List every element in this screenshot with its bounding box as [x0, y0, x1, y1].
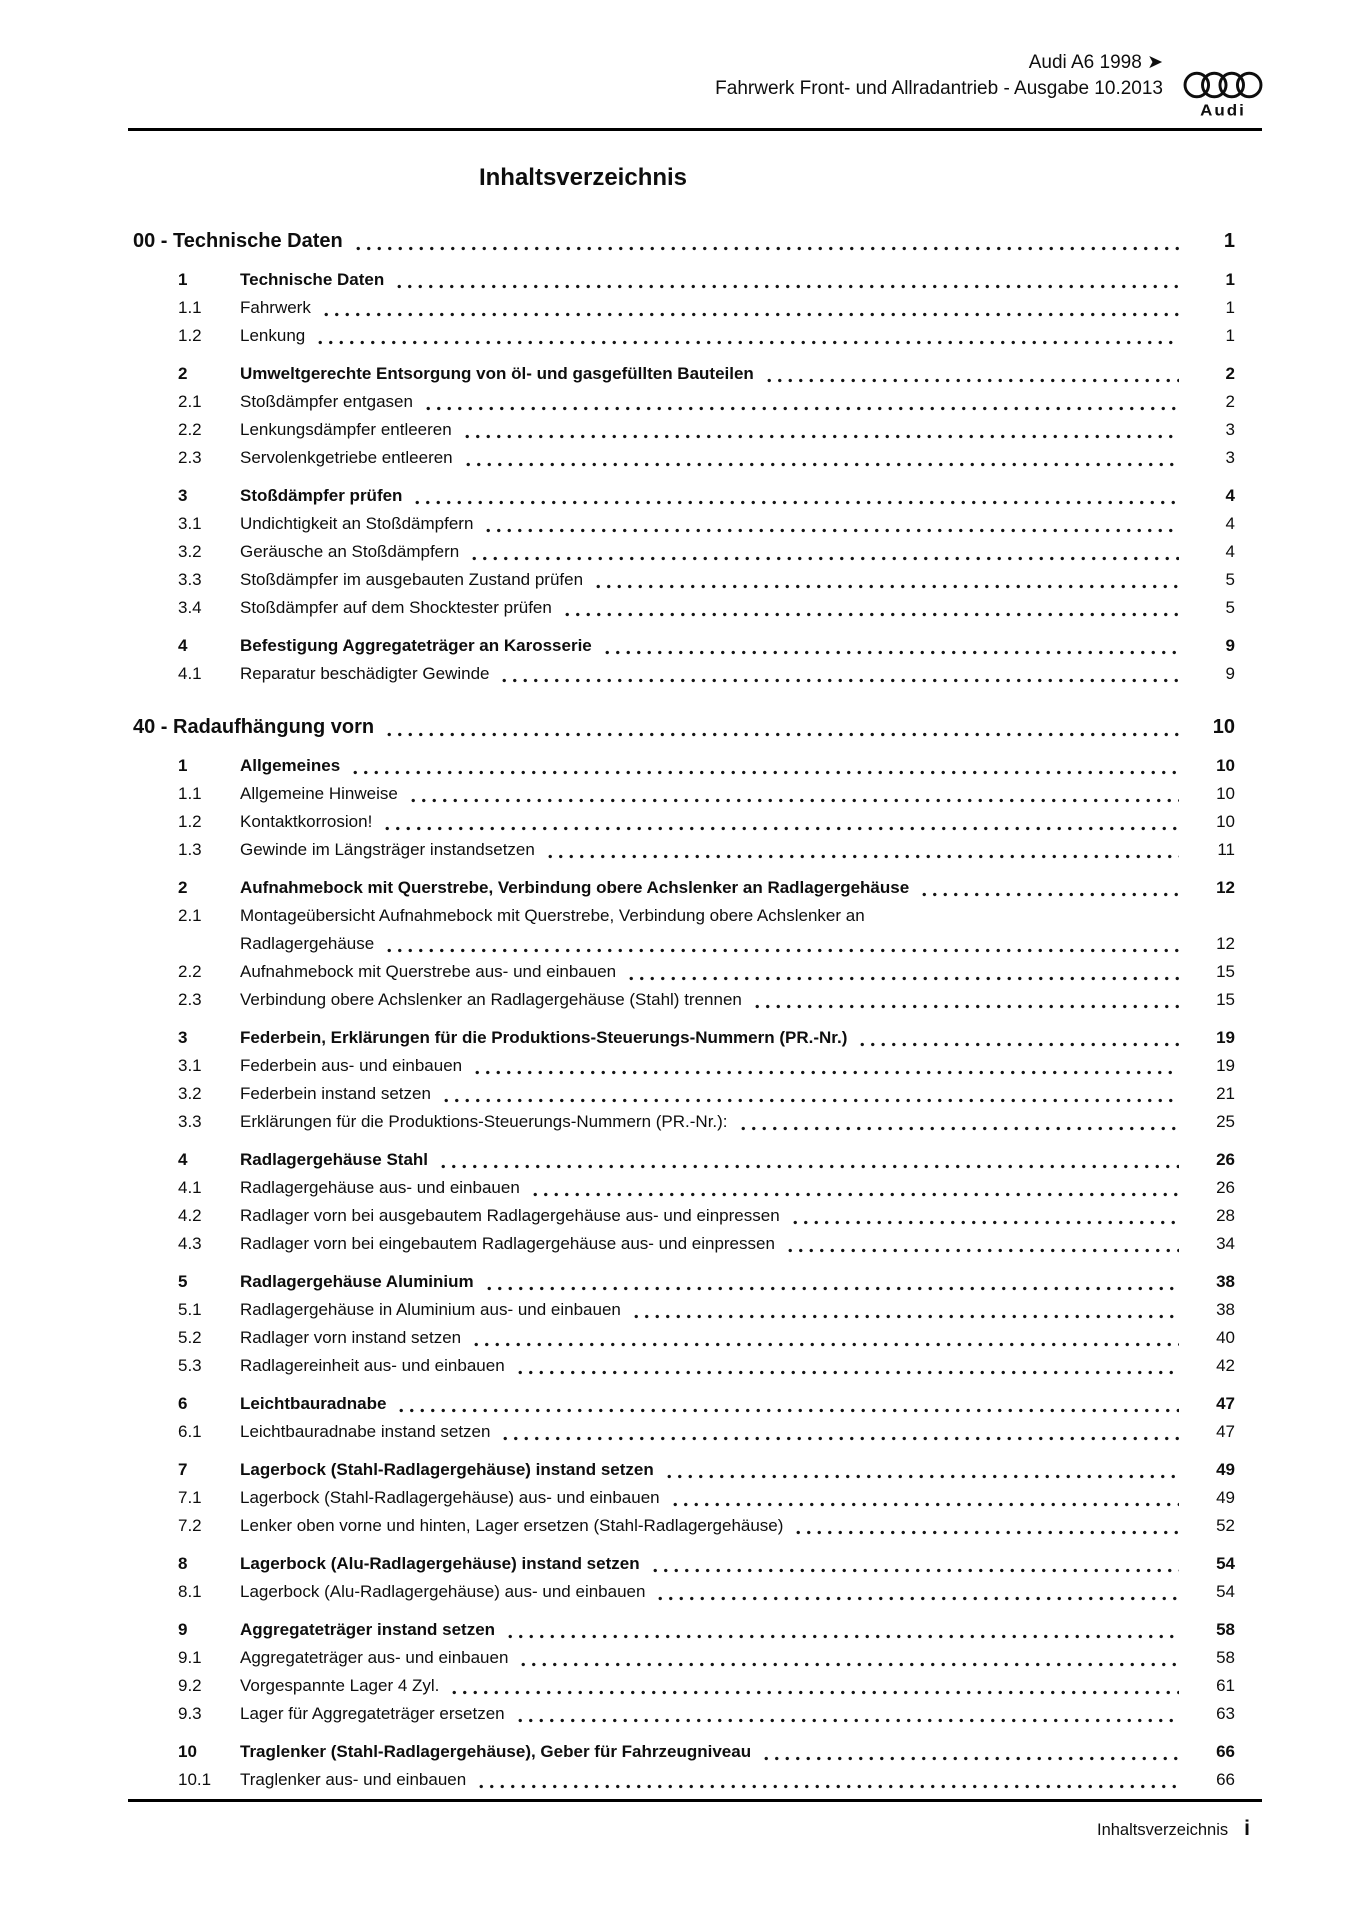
toc-entry-continuation — [133, 930, 1235, 958]
dot-leader — [382, 826, 1179, 831]
toc-chapter-heading — [133, 712, 1235, 742]
dot-leader — [655, 1596, 1179, 1601]
toc-entry — [133, 566, 1235, 594]
dot-leader — [384, 948, 1179, 953]
entry-title: Allgemeine Hinweise — [240, 784, 398, 803]
entry-page-number: 63 — [1216, 1704, 1235, 1723]
entry-title: Aufnahmebock mit Querstrebe, Verbindung obere Achslenker an Radlagergehäuse — [240, 878, 910, 897]
entry-number: 3.2 — [178, 542, 202, 561]
entry-title: Kontaktkorrosion! — [240, 812, 373, 831]
entry-number: 2.3 — [178, 448, 202, 467]
toc-entry — [133, 660, 1235, 688]
entry-page-number: 12 — [1216, 878, 1235, 897]
entry-title: Vorgespannte Lager 4 Zyl. — [240, 1676, 440, 1695]
entry-page-number: 38 — [1216, 1300, 1235, 1319]
entry-number: 5.2 — [178, 1328, 202, 1347]
entry-title: Federbein instand setzen — [240, 1084, 431, 1103]
dot-leader — [761, 1756, 1179, 1761]
toc-entry — [133, 1550, 1235, 1578]
entry-number: 5.1 — [178, 1300, 202, 1319]
entry-page-number: 54 — [1216, 1582, 1235, 1601]
toc-entry — [133, 1352, 1235, 1380]
dot-leader — [423, 406, 1179, 411]
audi-wordmark: Audi — [1200, 101, 1246, 120]
entry-number: 4.1 — [178, 1178, 202, 1197]
entry-title: Radlagergehäuse aus- und einbauen — [240, 1178, 520, 1197]
footer-rule — [128, 1799, 1262, 1802]
page-header — [0, 0, 1357, 138]
entry-title: Lagerbock (Stahl-Radlagergehäuse) aus- und einbauen — [240, 1488, 660, 1507]
dot-leader — [530, 1192, 1179, 1197]
entry-number: 8 — [178, 1554, 188, 1573]
entry-page-number: 4 — [1225, 542, 1235, 561]
entry-title: Stoßdämpfer auf dem Shocktester prüfen — [240, 598, 552, 617]
header-manual-line: Fahrwerk Front- und Allradantrieb - Ausgabe 10.2013 — [715, 78, 1163, 99]
toc-entry — [133, 1512, 1235, 1540]
dot-leader — [476, 1784, 1179, 1789]
entry-title: Aggregateträger aus- und einbauen — [240, 1648, 509, 1667]
entry-page-number: 19 — [1216, 1056, 1235, 1075]
entry-number: 7.2 — [178, 1516, 202, 1535]
entry-page-number: 1 — [1225, 298, 1235, 317]
entry-title: Umweltgerechte Entsorgung von öl- und gasgefüllten Bauteilen — [240, 364, 754, 383]
page-title: Inhaltsverzeichnis — [478, 164, 688, 191]
header-text — [715, 50, 1163, 102]
entry-title: Traglenker (Stahl-Radlagergehäuse), Geber für Fahrzeugniveau — [240, 1742, 752, 1761]
dot-leader — [562, 612, 1179, 617]
entry-title: Technische Daten — [240, 270, 385, 289]
toc-entry — [133, 388, 1235, 416]
entry-number: 6 — [178, 1394, 188, 1413]
dot-leader — [752, 1004, 1179, 1009]
entry-number: 2 — [178, 364, 188, 383]
entry-title: Gewinde im Längsträger instandsetzen — [240, 840, 535, 859]
entry-title: Undichtigkeit an Stoßdämpfern — [240, 514, 474, 533]
toc-entry — [133, 1080, 1235, 1108]
toc-entry — [133, 594, 1235, 622]
entry-title: Aufnahmebock mit Querstrebe aus- und einbauen — [240, 962, 617, 981]
dot-leader — [518, 1662, 1179, 1667]
dot-leader — [670, 1502, 1179, 1507]
entry-title: Lenker oben vorne und hinten, Lager ersetzen (Stahl-Radlagergehäuse) — [240, 1516, 784, 1535]
toc-entry — [133, 538, 1235, 566]
dot-leader — [793, 1530, 1179, 1535]
entry-title: Servolenkgetriebe entleeren — [240, 448, 453, 467]
entry-number: 10 — [178, 1742, 197, 1761]
dot-leader — [471, 1342, 1179, 1347]
entry-page-number: 40 — [1216, 1328, 1235, 1347]
entry-number: 5.3 — [178, 1356, 202, 1375]
entry-page-number: 42 — [1216, 1356, 1235, 1375]
entry-number: 7.1 — [178, 1488, 202, 1507]
entry-page-number: 2 — [1225, 364, 1235, 383]
entry-title: Befestigung Aggregateträger an Karosserie — [240, 636, 592, 655]
entry-title: Leichtbauradnabe — [240, 1394, 387, 1413]
toc-entry — [133, 294, 1235, 322]
entry-page-number: 26 — [1216, 1178, 1235, 1197]
entry-page-number: 10 — [1216, 784, 1235, 803]
entry-title: Lagerbock (Stahl-Radlagergehäuse) instand setzen — [240, 1460, 654, 1479]
entry-page-number: 58 — [1216, 1620, 1235, 1639]
entry-number: 4.3 — [178, 1234, 202, 1253]
entry-page-number: 47 — [1216, 1394, 1235, 1413]
chapter-label: 40 - Radaufhängung vorn — [133, 716, 375, 738]
entry-page-number: 34 — [1216, 1234, 1235, 1253]
dot-leader — [469, 556, 1179, 561]
entry-number: 1.2 — [178, 326, 202, 345]
entry-page-number: 12 — [1216, 934, 1235, 953]
footer-page-number: i — [1244, 1817, 1250, 1840]
entry-page-number: 5 — [1225, 598, 1235, 617]
toc-entry — [133, 874, 1235, 902]
dot-leader — [472, 1070, 1179, 1075]
entry-page-number: 49 — [1216, 1460, 1235, 1479]
entry-page-number: 52 — [1216, 1516, 1235, 1535]
entry-title: Aggregateträger instand setzen — [240, 1620, 496, 1639]
entry-title: Radlagergehäuse Aluminium — [240, 1272, 474, 1291]
entry-title: Lager für Aggregateträger ersetzen — [240, 1704, 505, 1723]
dot-leader — [441, 1098, 1179, 1103]
toc-entry — [133, 780, 1235, 808]
entry-title: Lagerbock (Alu-Radlagergehäuse) instand setzen — [240, 1554, 640, 1573]
entry-title: Geräusche an Stoßdämpfern — [240, 542, 460, 561]
entry-title: Radlagergehäuse Stahl — [240, 1150, 429, 1169]
dot-leader — [412, 500, 1179, 505]
entry-title: Radlager vorn bei eingebautem Radlagergehäuse aus- und einpressen — [240, 1234, 775, 1253]
entry-title: Fahrwerk — [240, 298, 311, 317]
dot-leader — [650, 1568, 1179, 1573]
entry-page-number: 19 — [1216, 1028, 1235, 1047]
toc-entry — [133, 1700, 1235, 1728]
entry-page-number: 66 — [1216, 1770, 1235, 1789]
entry-title: Federbein, Erklärungen für die Produktions-Steuerungs-Nummern (PR.-Nr.) — [240, 1028, 848, 1047]
dot-leader — [857, 1042, 1179, 1047]
entry-number: 2.3 — [178, 990, 202, 1009]
dot-leader — [664, 1474, 1179, 1479]
entry-number: 3.4 — [178, 598, 202, 617]
toc-entry — [133, 986, 1235, 1014]
audi-rings-icon — [1182, 70, 1264, 100]
toc-entry — [133, 958, 1235, 986]
entry-title: Stoßdämpfer im ausgebauten Zustand prüfen — [240, 570, 584, 589]
entry-page-number: 28 — [1216, 1206, 1235, 1225]
header-rule — [128, 128, 1262, 131]
entry-number: 3.3 — [178, 570, 202, 589]
dot-leader — [384, 732, 1179, 737]
toc-entry — [133, 1616, 1235, 1644]
dot-leader — [483, 528, 1179, 533]
dot-leader — [631, 1314, 1179, 1319]
toc-entry — [133, 752, 1235, 780]
entry-number: 1.1 — [178, 298, 202, 317]
entry-number: 9.1 — [178, 1648, 202, 1667]
entry-page-number: 25 — [1216, 1112, 1235, 1131]
dot-leader — [438, 1164, 1179, 1169]
entry-title: Montageübersicht Aufnahmebock mit Querstrebe, Verbindung obere Achslenker an — [240, 906, 865, 925]
entry-number: 10.1 — [178, 1770, 212, 1789]
toc-entry — [133, 632, 1235, 660]
entry-page-number: 61 — [1216, 1676, 1235, 1695]
entry-page-number: 1 — [1225, 326, 1235, 345]
entry-page-number: 38 — [1216, 1272, 1235, 1291]
toc-entry — [133, 1108, 1235, 1136]
entry-page-number: 3 — [1225, 420, 1235, 439]
toc-entry — [133, 416, 1235, 444]
entry-number: 4 — [178, 636, 188, 655]
toc-entry — [133, 1052, 1235, 1080]
dot-leader — [408, 798, 1179, 803]
entry-page-number: 2 — [1225, 392, 1235, 411]
toc-entry — [133, 1296, 1235, 1324]
entry-page-number: 21 — [1216, 1084, 1235, 1103]
toc-entry — [133, 482, 1235, 510]
toc-entry — [133, 808, 1235, 836]
entry-title: Lenkung — [240, 326, 306, 345]
entry-title: Lenkungsdämpfer entleeren — [240, 420, 452, 439]
entry-number: 2.2 — [178, 420, 202, 439]
entry-number: 7 — [178, 1460, 188, 1479]
toc-chapter-heading — [133, 226, 1235, 256]
toc-entry — [133, 1268, 1235, 1296]
toc-entry — [133, 1644, 1235, 1672]
entry-page-number: 15 — [1216, 990, 1235, 1009]
dot-leader — [394, 284, 1179, 289]
table-of-contents — [133, 226, 1235, 1794]
entry-page-number: 9 — [1225, 664, 1235, 683]
dot-leader — [315, 340, 1179, 345]
page-content — [0, 164, 1357, 1794]
toc-entry — [133, 444, 1235, 472]
chapter-page-number: 10 — [1212, 716, 1235, 738]
entry-number: 3.2 — [178, 1084, 202, 1103]
entry-number: 2.1 — [178, 392, 202, 411]
dot-leader — [515, 1370, 1179, 1375]
entry-title: Federbein aus- und einbauen — [240, 1056, 463, 1075]
toc-entry — [133, 1578, 1235, 1606]
entry-page-number: 10 — [1216, 756, 1235, 775]
chapter-page-number: 1 — [1223, 230, 1235, 252]
dot-leader — [353, 246, 1179, 251]
toc-entry — [133, 1324, 1235, 1352]
dot-leader — [462, 434, 1179, 439]
dot-leader — [515, 1718, 1179, 1723]
entry-number: 9 — [178, 1620, 188, 1639]
entry-number: 8.1 — [178, 1582, 202, 1601]
dot-leader — [626, 976, 1179, 981]
dot-leader — [396, 1408, 1179, 1413]
toc-entry — [133, 1484, 1235, 1512]
entry-title: Radlager vorn instand setzen — [240, 1328, 462, 1347]
entry-number: 3.3 — [178, 1112, 202, 1131]
dot-leader — [321, 312, 1179, 317]
entry-number: 9.3 — [178, 1704, 202, 1723]
entry-page-number: 10 — [1216, 812, 1235, 831]
entry-page-number: 1 — [1225, 270, 1235, 289]
entry-page-number: 66 — [1216, 1742, 1235, 1761]
entry-number: 2 — [178, 878, 188, 897]
toc-entry — [133, 266, 1235, 294]
entry-number: 4 — [178, 1150, 188, 1169]
entry-title: Traglenker aus- und einbauen — [240, 1770, 467, 1789]
toc-entry — [133, 1390, 1235, 1418]
dot-leader — [463, 462, 1179, 467]
entry-page-number: 4 — [1225, 514, 1235, 533]
toc-entry — [133, 1766, 1235, 1794]
toc-entry — [133, 1230, 1235, 1258]
dot-leader — [790, 1220, 1179, 1225]
entry-title: Radlagergehäuse in Aluminium aus- und einbauen — [240, 1300, 621, 1319]
dot-leader — [350, 770, 1179, 775]
entry-page-number: 26 — [1216, 1150, 1235, 1169]
toc-entry — [133, 902, 1235, 930]
entry-page-number: 15 — [1216, 962, 1235, 981]
entry-number: 6.1 — [178, 1422, 202, 1441]
toc-entry — [133, 1202, 1235, 1230]
dot-leader — [738, 1126, 1179, 1131]
footer-label: Inhaltsverzeichnis — [1097, 1821, 1229, 1839]
chapter-label: 00 - Technische Daten — [133, 230, 343, 252]
entry-number: 1.3 — [178, 840, 202, 859]
entry-title: Radlager vorn bei ausgebautem Radlagergehäuse aus- und einpressen — [240, 1206, 780, 1225]
toc-entry — [133, 1146, 1235, 1174]
entry-title: Allgemeines — [240, 756, 341, 775]
entry-page-number: 4 — [1225, 486, 1235, 505]
entry-page-number: 11 — [1217, 840, 1235, 859]
entry-number: 2.2 — [178, 962, 202, 981]
entry-number: 9.2 — [178, 1676, 202, 1695]
toc-entry — [133, 836, 1235, 864]
dot-leader — [545, 854, 1179, 859]
entry-number: 5 — [178, 1272, 188, 1291]
entry-page-number: 9 — [1225, 636, 1235, 655]
dot-leader — [764, 378, 1179, 383]
entry-number: 3 — [178, 1028, 188, 1047]
toc-entry — [133, 1024, 1235, 1052]
toc-entry — [133, 1738, 1235, 1766]
toc-entry — [133, 1672, 1235, 1700]
toc-entry — [133, 1174, 1235, 1202]
entry-number: 3 — [178, 486, 188, 505]
toc-entry — [133, 1456, 1235, 1484]
entry-title: Radlagergehäuse — [240, 934, 375, 953]
toc-entry — [133, 510, 1235, 538]
entry-number: 1.1 — [178, 784, 202, 803]
entry-page-number: 58 — [1216, 1648, 1235, 1667]
entry-title: Verbindung obere Achslenker an Radlagergehäuse (Stahl) trennen — [240, 990, 742, 1009]
entry-title: Stoßdämpfer prüfen — [240, 486, 403, 505]
entry-number: 1 — [178, 270, 188, 289]
dot-leader — [499, 678, 1179, 683]
entry-title: Erklärungen für die Produktions-Steuerungs-Nummern (PR.-Nr.): — [240, 1112, 728, 1131]
entry-page-number: 47 — [1216, 1422, 1235, 1441]
header-model-line: Audi A6 1998 ➤ — [1028, 52, 1163, 73]
dot-leader — [505, 1634, 1179, 1639]
entry-page-number: 54 — [1216, 1554, 1235, 1573]
entry-number: 1 — [178, 756, 188, 775]
entry-number: 2.1 — [178, 906, 202, 925]
entry-page-number: 49 — [1216, 1488, 1235, 1507]
dot-leader — [602, 650, 1179, 655]
entry-number: 3.1 — [178, 1056, 202, 1075]
toc-entry — [133, 1418, 1235, 1446]
entry-page-number: 5 — [1225, 570, 1235, 589]
dot-leader — [785, 1248, 1179, 1253]
entry-title: Lagerbock (Alu-Radlagergehäuse) aus- und einbauen — [240, 1582, 646, 1601]
page-footer — [1097, 1817, 1250, 1841]
dot-leader — [500, 1436, 1179, 1441]
dot-leader — [484, 1286, 1179, 1291]
entry-page-number: 3 — [1225, 448, 1235, 467]
entry-number: 3.1 — [178, 514, 202, 533]
entry-title: Radlagereinheit aus- und einbauen — [240, 1356, 505, 1375]
entry-number: 4.1 — [178, 664, 202, 683]
toc-entry — [133, 360, 1235, 388]
entry-number: 1.2 — [178, 812, 202, 831]
dot-leader — [919, 892, 1179, 897]
dot-leader — [449, 1690, 1179, 1695]
entry-title: Stoßdämpfer entgasen — [240, 392, 413, 411]
audi-logo — [1182, 70, 1264, 121]
entry-title: Leichtbauradnabe instand setzen — [240, 1422, 491, 1441]
dot-leader — [593, 584, 1179, 589]
toc-entry — [133, 322, 1235, 350]
entry-number: 4.2 — [178, 1206, 202, 1225]
entry-title: Reparatur beschädigter Gewinde — [240, 664, 490, 683]
